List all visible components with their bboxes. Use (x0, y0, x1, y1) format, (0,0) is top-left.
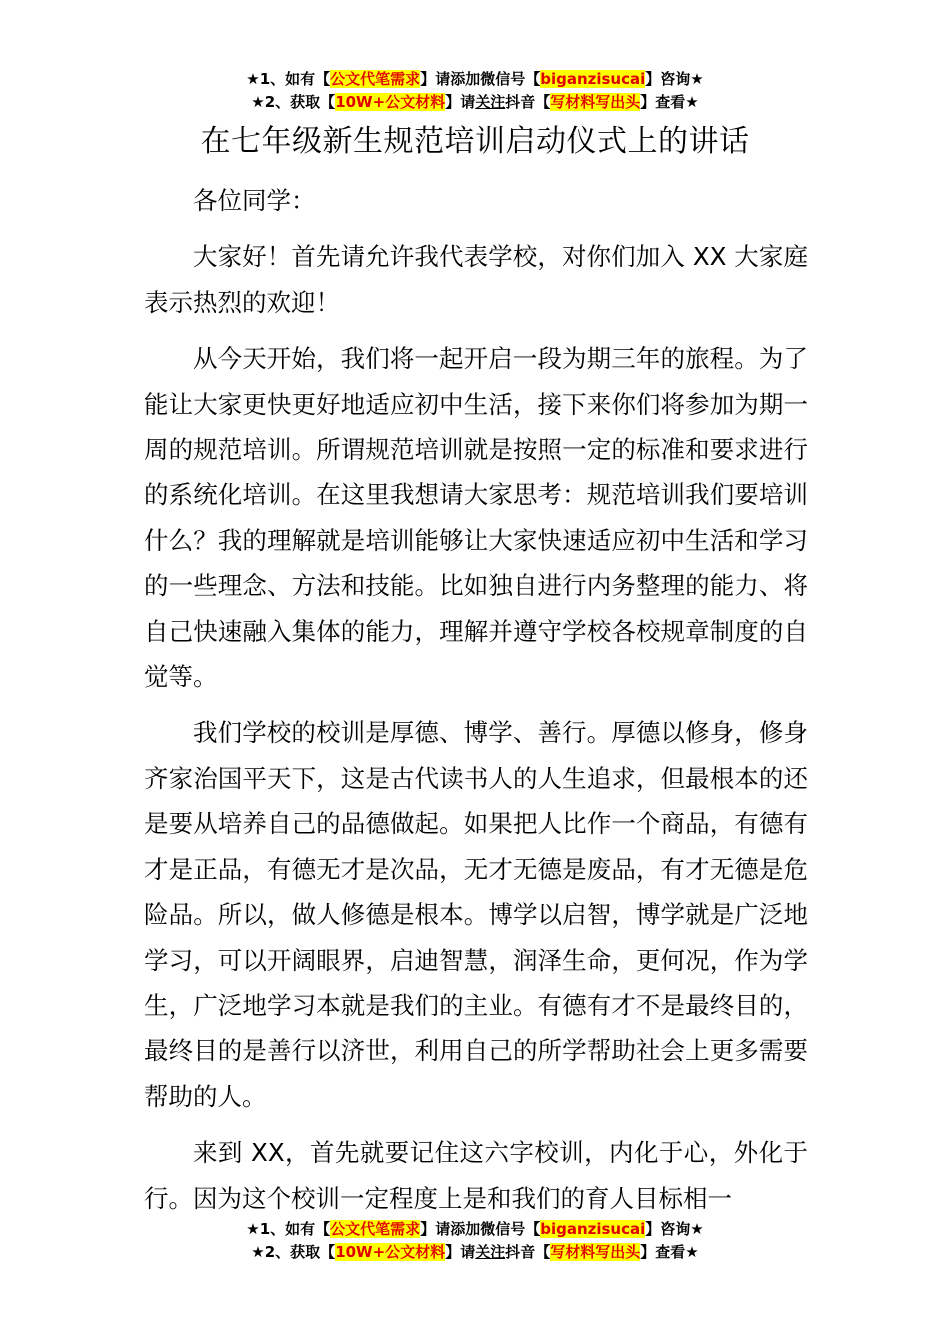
paragraph-3: 我们学校的校训是厚德、博学、善行。厚德以修身，修身齐家治国平天下，这是古代读书人的人生追求，但最根本的还是要从培养自己的品德做起。如果把人比作一个商品，有德有才是正品，有德无才是次品，无才无德是废品，有才无德是危险品。所以，做人修德是根本。博学以启智，博学就是广泛地学习，可以开阔眼界，启迪智慧，润泽生命，更何况，作为学生，广泛地学习本就是我们的主业。有德有才不是最终目的，最终目的是善行以济世，利用自己的所学帮助社会上更多需要帮助的人。 (144, 718, 808, 1111)
paragraph-2: 从今天开始，我们将一起开启一段为期三年的旅程。为了能让大家更快更好地适应初中生活，接下来你们将参加为期一周的规范培训。所谓规范培训就是按照一定的标准和要求进行的系统化培训。在这里我想请大家思考：规范培训我们要培训什么？我的理解就是培训能够让大家快速适应初中生活和学习的一些理念、方法和技能。比如独自进行内务整理的能力、将自己快速融入集体的能力，理解并遵守学校各校规章制度的自觉等。 (144, 344, 808, 692)
banner-line-2: ★2、获取【10W+公文材料】请关注抖音【写材料写出头】查看★ (251, 93, 699, 111)
document-body (144, 178, 808, 1221)
highlight-douyin-account: 写材料写出头 (550, 93, 641, 111)
header-ad-banner (0, 68, 950, 114)
highlight-douyin-account: 写材料写出头 (550, 1243, 641, 1261)
highlight-service: 公文代笔需求 (330, 70, 421, 88)
highlight-materials: 10W+公文材料 (335, 1243, 446, 1261)
document-title: 在七年级新生规范培训启动仪式上的讲话 (200, 124, 750, 159)
underlined-follow: 关注 (475, 1243, 506, 1261)
highlight-service: 公文代笔需求 (330, 1220, 421, 1238)
banner-line-2: ★2、获取【10W+公文材料】请关注抖音【写材料写出头】查看★ (251, 1243, 699, 1261)
paragraph-1: 大家好！首先请允许我代表学校，对你们加入 XX 大家庭表示热烈的欢迎！ (144, 242, 808, 317)
footer-ad-banner (0, 1218, 950, 1264)
underlined-follow: 关注 (475, 93, 506, 111)
banner-line-1: ★1、如有【公文代笔需求】请添加微信号【biganzisucai】咨询★ (246, 1220, 704, 1238)
highlight-materials: 10W+公文材料 (335, 93, 446, 111)
paragraph-4: 来到 XX，首先就要记住这六字校训，内化于心，外化于行。因为这个校训一定程度上是和我们的育人目标相一 (144, 1138, 808, 1213)
highlight-wechat-id: biganzisucai (540, 70, 646, 88)
highlight-wechat-id: biganzisucai (540, 1220, 646, 1238)
salutation: 各位同学： (193, 186, 316, 215)
banner-line-1: ★1、如有【公文代笔需求】请添加微信号【biganzisucai】咨询★ (246, 70, 704, 88)
